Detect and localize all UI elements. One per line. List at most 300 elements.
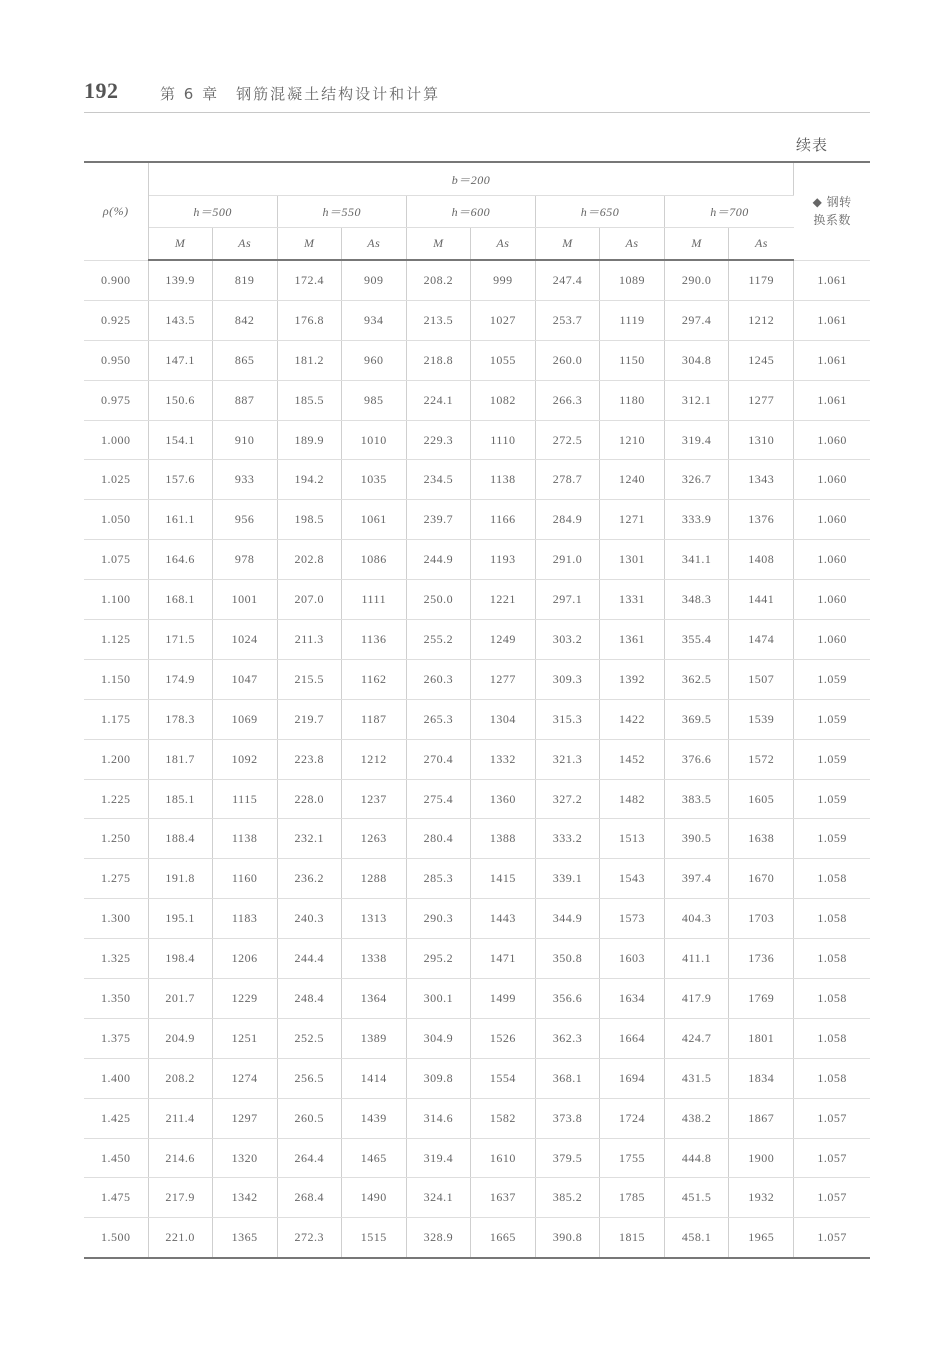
table-cell: 1389 — [341, 1018, 406, 1058]
rho-cell: 1.400 — [84, 1058, 148, 1098]
rho-cell: 0.950 — [84, 340, 148, 380]
table-cell: 379.5 — [535, 1138, 599, 1178]
table-cell: 1183 — [212, 899, 277, 939]
table-cell: 1304 — [470, 699, 535, 739]
table-cell: 333.9 — [665, 500, 729, 540]
table-row — [84, 580, 870, 620]
table-cell: 1361 — [600, 620, 665, 660]
table-cell: 295.2 — [406, 939, 470, 979]
table-cell: 1150 — [600, 340, 665, 380]
table-cell: 1180 — [600, 380, 665, 420]
table-row — [84, 420, 870, 460]
table-cell: 161.1 — [148, 500, 212, 540]
moment-header: M — [406, 228, 470, 261]
table-cell: 1582 — [470, 1098, 535, 1138]
rho-cell: 0.925 — [84, 300, 148, 340]
coefficient-cell: 1.060 — [794, 580, 870, 620]
table-cell: 1245 — [729, 340, 794, 380]
table-cell: 1513 — [600, 819, 665, 859]
table-cell: 229.3 — [406, 420, 470, 460]
data-table — [84, 161, 870, 1259]
rho-cell: 1.125 — [84, 620, 148, 660]
moment-header: M — [535, 228, 599, 261]
steel-area-header: As — [212, 228, 277, 261]
rho-cell: 1.450 — [84, 1138, 148, 1178]
table-cell: 344.9 — [535, 899, 599, 939]
coefficient-header — [794, 162, 870, 260]
table-cell: 1179 — [729, 260, 794, 300]
table-cell: 978 — [212, 540, 277, 580]
table-cell: 1249 — [470, 620, 535, 660]
table-cell: 1166 — [470, 500, 535, 540]
table-cell: 290.0 — [665, 260, 729, 300]
table-row — [84, 380, 870, 420]
table-cell: 1187 — [341, 699, 406, 739]
table-cell: 221.0 — [148, 1218, 212, 1258]
table-cell: 1703 — [729, 899, 794, 939]
table-cell: 232.1 — [277, 819, 341, 859]
table-row — [84, 620, 870, 660]
table-cell: 1515 — [341, 1218, 406, 1258]
table-cell: 451.5 — [665, 1178, 729, 1218]
table-cell: 1443 — [470, 899, 535, 939]
coefficient-cell: 1.058 — [794, 899, 870, 939]
coefficient-cell: 1.060 — [794, 620, 870, 660]
table-cell: 1069 — [212, 699, 277, 739]
table-cell: 1342 — [212, 1178, 277, 1218]
table-cell: 1086 — [341, 540, 406, 580]
coefficient-cell: 1.061 — [794, 260, 870, 300]
table-cell: 1212 — [729, 300, 794, 340]
table-cell: 1024 — [212, 620, 277, 660]
table-cell: 1408 — [729, 540, 794, 580]
table-row — [84, 540, 870, 580]
table-cell: 208.2 — [406, 260, 470, 300]
table-row — [84, 1218, 870, 1258]
table-cell: 213.5 — [406, 300, 470, 340]
table-cell: 1210 — [600, 420, 665, 460]
table-row — [84, 899, 870, 939]
table-row — [84, 1138, 870, 1178]
table-cell: 297.4 — [665, 300, 729, 340]
table-cell: 1001 — [212, 580, 277, 620]
table-cell: 1900 — [729, 1138, 794, 1178]
table-cell: 819 — [212, 260, 277, 300]
table-row — [84, 699, 870, 739]
table-cell: 1160 — [212, 859, 277, 899]
rho-cell: 1.100 — [84, 580, 148, 620]
table-cell: 1089 — [600, 260, 665, 300]
table-cell: 260.3 — [406, 659, 470, 699]
rho-cell: 1.500 — [84, 1218, 148, 1258]
page-header — [84, 78, 870, 113]
table-cell: 314.6 — [406, 1098, 470, 1138]
table-cell: 319.4 — [665, 420, 729, 460]
table-cell: 198.4 — [148, 939, 212, 979]
steel-area-header: As — [729, 228, 794, 261]
table-cell: 341.1 — [665, 540, 729, 580]
table-cell: 272.5 — [535, 420, 599, 460]
table-cell: 1785 — [600, 1178, 665, 1218]
table-cell: 376.6 — [665, 739, 729, 779]
table-cell: 218.8 — [406, 340, 470, 380]
table-cell: 865 — [212, 340, 277, 380]
coefficient-cell: 1.058 — [794, 939, 870, 979]
table-cell: 219.7 — [277, 699, 341, 739]
table-cell: 910 — [212, 420, 277, 460]
table-cell: 164.6 — [148, 540, 212, 580]
table-cell: 1932 — [729, 1178, 794, 1218]
table-cell: 339.1 — [535, 859, 599, 899]
table-cell: 1360 — [470, 779, 535, 819]
coefficient-cell: 1.058 — [794, 1058, 870, 1098]
table-cell: 278.7 — [535, 460, 599, 500]
table-cell: 438.2 — [665, 1098, 729, 1138]
rho-cell: 1.325 — [84, 939, 148, 979]
table-cell: 260.5 — [277, 1098, 341, 1138]
table-cell: 985 — [341, 380, 406, 420]
rho-cell: 1.150 — [84, 659, 148, 699]
table-cell: 224.1 — [406, 380, 470, 420]
table-cell: 1388 — [470, 819, 535, 859]
table-cell: 348.3 — [665, 580, 729, 620]
table-cell: 236.2 — [277, 859, 341, 899]
table-cell: 424.7 — [665, 1018, 729, 1058]
table-cell: 1801 — [729, 1018, 794, 1058]
width-header: b＝200 — [148, 162, 794, 196]
table-cell: 1422 — [600, 699, 665, 739]
table-cell: 356.6 — [535, 979, 599, 1019]
table-cell: 172.4 — [277, 260, 341, 300]
table-row — [84, 939, 870, 979]
table-cell: 285.3 — [406, 859, 470, 899]
table-cell: 383.5 — [665, 779, 729, 819]
table-cell: 270.4 — [406, 739, 470, 779]
table-cell: 309.3 — [535, 659, 599, 699]
coefficient-cell: 1.060 — [794, 540, 870, 580]
table-cell: 208.2 — [148, 1058, 212, 1098]
coefficient-cell: 1.060 — [794, 500, 870, 540]
table-cell: 171.5 — [148, 620, 212, 660]
table-row — [84, 779, 870, 819]
table-cell: 275.4 — [406, 779, 470, 819]
table-cell: 960 — [341, 340, 406, 380]
table-cell: 260.0 — [535, 340, 599, 380]
table-cell: 189.9 — [277, 420, 341, 460]
table-cell: 1665 — [470, 1218, 535, 1258]
rho-cell: 1.225 — [84, 779, 148, 819]
table-cell: 1055 — [470, 340, 535, 380]
table-cell: 1392 — [600, 659, 665, 699]
rho-cell: 1.350 — [84, 979, 148, 1019]
table-row — [84, 500, 870, 540]
table-cell: 1637 — [470, 1178, 535, 1218]
table-cell: 324.1 — [406, 1178, 470, 1218]
table-cell: 431.5 — [665, 1058, 729, 1098]
table-cell: 362.3 — [535, 1018, 599, 1058]
table-cell: 244.9 — [406, 540, 470, 580]
table-cell: 1251 — [212, 1018, 277, 1058]
table-cell: 326.7 — [665, 460, 729, 500]
table-cell: 1634 — [600, 979, 665, 1019]
table-cell: 1212 — [341, 739, 406, 779]
table-cell: 1415 — [470, 859, 535, 899]
table-cell: 256.5 — [277, 1058, 341, 1098]
table-cell: 1271 — [600, 500, 665, 540]
table-cell: 204.9 — [148, 1018, 212, 1058]
table-cell: 458.1 — [665, 1218, 729, 1258]
coefficient-header-line1: ◆ 钢转 — [812, 195, 852, 210]
table-cell: 1815 — [600, 1218, 665, 1258]
table-cell: 312.1 — [665, 380, 729, 420]
table-cell: 178.3 — [148, 699, 212, 739]
table-cell: 321.3 — [535, 739, 599, 779]
table-row — [84, 260, 870, 300]
table-cell: 1240 — [600, 460, 665, 500]
table-cell: 239.7 — [406, 500, 470, 540]
table-cell: 215.5 — [277, 659, 341, 699]
table-cell: 1297 — [212, 1098, 277, 1138]
continuation-label: 续表 — [796, 136, 829, 154]
table-cell: 195.1 — [148, 899, 212, 939]
coefficient-cell: 1.061 — [794, 380, 870, 420]
rho-cell: 1.050 — [84, 500, 148, 540]
table-cell: 385.2 — [535, 1178, 599, 1218]
table-cell: 297.1 — [535, 580, 599, 620]
table-cell: 280.4 — [406, 819, 470, 859]
steel-area-header: As — [470, 228, 535, 261]
table-cell: 1465 — [341, 1138, 406, 1178]
coefficient-header-line2: 换系数 — [813, 213, 851, 228]
table-cell: 1331 — [600, 580, 665, 620]
table-cell: 1364 — [341, 979, 406, 1019]
table-cell: 1221 — [470, 580, 535, 620]
table-cell: 154.1 — [148, 420, 212, 460]
table-cell: 309.8 — [406, 1058, 470, 1098]
table-row — [84, 739, 870, 779]
table-cell: 1310 — [729, 420, 794, 460]
table-cell: 328.9 — [406, 1218, 470, 1258]
table-cell: 1573 — [600, 899, 665, 939]
rho-cell: 1.425 — [84, 1098, 148, 1138]
table-row — [84, 859, 870, 899]
table-cell: 185.1 — [148, 779, 212, 819]
table-cell: 234.5 — [406, 460, 470, 500]
table-cell: 1755 — [600, 1138, 665, 1178]
table-cell: 1603 — [600, 939, 665, 979]
table-row — [84, 979, 870, 1019]
coefficient-cell: 1.057 — [794, 1178, 870, 1218]
table-row — [84, 300, 870, 340]
table-cell: 355.4 — [665, 620, 729, 660]
table-cell: 191.8 — [148, 859, 212, 899]
table-cell: 223.8 — [277, 739, 341, 779]
table-row — [84, 1058, 870, 1098]
table-cell: 1452 — [600, 739, 665, 779]
table-cell: 1110 — [470, 420, 535, 460]
table-row — [84, 460, 870, 500]
table-cell: 211.4 — [148, 1098, 212, 1138]
table-row — [84, 1178, 870, 1218]
table-cell: 1229 — [212, 979, 277, 1019]
rho-cell: 0.900 — [84, 260, 148, 300]
height-group-header: h＝600 — [406, 196, 535, 228]
moment-header: M — [665, 228, 729, 261]
table-cell: 217.9 — [148, 1178, 212, 1218]
table-cell: 240.3 — [277, 899, 341, 939]
table-cell: 194.2 — [277, 460, 341, 500]
table-cell: 1263 — [341, 819, 406, 859]
table-cell: 1237 — [341, 779, 406, 819]
table-cell: 157.6 — [148, 460, 212, 500]
table-cell: 201.7 — [148, 979, 212, 1019]
table-cell: 319.4 — [406, 1138, 470, 1178]
table-cell: 842 — [212, 300, 277, 340]
table-cell: 1111 — [341, 580, 406, 620]
table-cell: 139.9 — [148, 260, 212, 300]
table-cell: 444.8 — [665, 1138, 729, 1178]
table-cell: 1736 — [729, 939, 794, 979]
coefficient-cell: 1.060 — [794, 420, 870, 460]
rho-cell: 1.300 — [84, 899, 148, 939]
table-cell: 1482 — [600, 779, 665, 819]
table-cell: 1365 — [212, 1218, 277, 1258]
table-cell: 373.8 — [535, 1098, 599, 1138]
table-cell: 255.2 — [406, 620, 470, 660]
table-cell: 1507 — [729, 659, 794, 699]
height-group-header: h＝650 — [535, 196, 664, 228]
steel-area-header: As — [341, 228, 406, 261]
coefficient-cell: 1.061 — [794, 300, 870, 340]
table-cell: 333.2 — [535, 819, 599, 859]
table-cell: 228.0 — [277, 779, 341, 819]
table-cell: 1441 — [729, 580, 794, 620]
table-cell: 1288 — [341, 859, 406, 899]
coefficient-cell: 1.058 — [794, 1018, 870, 1058]
table-cell: 250.0 — [406, 580, 470, 620]
table-cell: 909 — [341, 260, 406, 300]
table-cell: 362.5 — [665, 659, 729, 699]
table-cell: 315.3 — [535, 699, 599, 739]
table-cell: 1162 — [341, 659, 406, 699]
table-cell: 247.4 — [535, 260, 599, 300]
table-cell: 1206 — [212, 939, 277, 979]
table-cell: 417.9 — [665, 979, 729, 1019]
table-row — [84, 819, 870, 859]
table-cell: 1027 — [470, 300, 535, 340]
table-cell: 202.8 — [277, 540, 341, 580]
table-cell: 1499 — [470, 979, 535, 1019]
moment-header: M — [277, 228, 341, 261]
table-row — [84, 1098, 870, 1138]
table-cell: 174.9 — [148, 659, 212, 699]
table-cell: 252.5 — [277, 1018, 341, 1058]
table-cell: 1274 — [212, 1058, 277, 1098]
rho-cell: 1.175 — [84, 699, 148, 739]
table-cell: 214.6 — [148, 1138, 212, 1178]
table-cell: 1867 — [729, 1098, 794, 1138]
table-cell: 147.1 — [148, 340, 212, 380]
table-cell: 304.9 — [406, 1018, 470, 1058]
table-cell: 934 — [341, 300, 406, 340]
table-cell: 1670 — [729, 859, 794, 899]
table-cell: 211.3 — [277, 620, 341, 660]
table-cell: 1724 — [600, 1098, 665, 1138]
table-cell: 1554 — [470, 1058, 535, 1098]
rho-cell: 1.000 — [84, 420, 148, 460]
table-cell: 272.3 — [277, 1218, 341, 1258]
table-row — [84, 659, 870, 699]
rho-cell: 0.975 — [84, 380, 148, 420]
table-cell: 1035 — [341, 460, 406, 500]
table-cell: 369.5 — [665, 699, 729, 739]
table-cell: 887 — [212, 380, 277, 420]
rho-cell: 1.025 — [84, 460, 148, 500]
coefficient-cell: 1.057 — [794, 1138, 870, 1178]
table-cell: 390.5 — [665, 819, 729, 859]
table-cell: 999 — [470, 260, 535, 300]
height-header-row — [84, 196, 870, 228]
table-cell: 1638 — [729, 819, 794, 859]
table-cell: 1332 — [470, 739, 535, 779]
table-cell: 1320 — [212, 1138, 277, 1178]
table-cell: 1605 — [729, 779, 794, 819]
table-cell: 1193 — [470, 540, 535, 580]
table-cell: 168.1 — [148, 580, 212, 620]
table-cell: 956 — [212, 500, 277, 540]
table-cell: 176.8 — [277, 300, 341, 340]
moment-header: M — [148, 228, 212, 261]
table-cell: 397.4 — [665, 859, 729, 899]
coefficient-cell: 1.059 — [794, 739, 870, 779]
table-cell: 1694 — [600, 1058, 665, 1098]
table-row — [84, 1018, 870, 1058]
sub-header-row — [84, 228, 870, 261]
table-cell: 411.1 — [665, 939, 729, 979]
table-cell: 290.3 — [406, 899, 470, 939]
table-cell: 1543 — [600, 859, 665, 899]
table-cell: 1539 — [729, 699, 794, 739]
coefficient-cell: 1.059 — [794, 699, 870, 739]
coefficient-cell: 1.059 — [794, 659, 870, 699]
coefficient-cell: 1.059 — [794, 779, 870, 819]
rho-cell: 1.275 — [84, 859, 148, 899]
table-cell: 1115 — [212, 779, 277, 819]
table-cell: 1526 — [470, 1018, 535, 1058]
table-cell: 264.4 — [277, 1138, 341, 1178]
table-cell: 1834 — [729, 1058, 794, 1098]
table-cell: 1119 — [600, 300, 665, 340]
coefficient-cell: 1.061 — [794, 340, 870, 380]
table-cell: 1301 — [600, 540, 665, 580]
height-group-header: h＝700 — [665, 196, 794, 228]
table-cell: 207.0 — [277, 580, 341, 620]
height-group-header: h＝550 — [277, 196, 406, 228]
table-cell: 1490 — [341, 1178, 406, 1218]
table-cell: 181.2 — [277, 340, 341, 380]
table-cell: 1136 — [341, 620, 406, 660]
coefficient-cell: 1.057 — [794, 1098, 870, 1138]
table-cell: 248.4 — [277, 979, 341, 1019]
table-cell: 198.5 — [277, 500, 341, 540]
table-cell: 1082 — [470, 380, 535, 420]
rho-cell: 1.075 — [84, 540, 148, 580]
table-cell: 1277 — [470, 659, 535, 699]
coefficient-cell: 1.059 — [794, 819, 870, 859]
table-cell: 143.5 — [148, 300, 212, 340]
table-cell: 181.7 — [148, 739, 212, 779]
rho-header: ρ(%) — [84, 162, 148, 260]
